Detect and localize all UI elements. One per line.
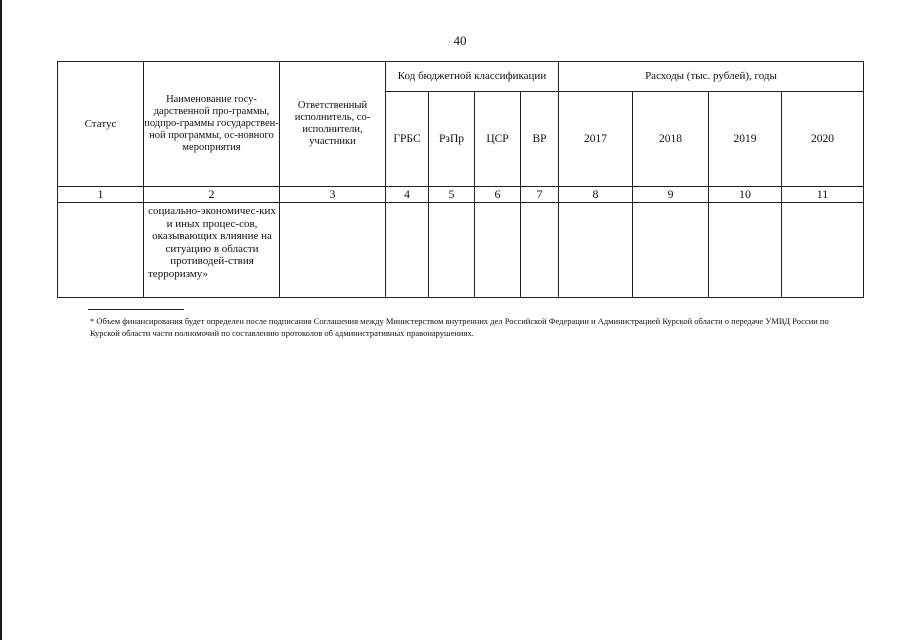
cell-2020 bbox=[782, 203, 864, 298]
column-number: 2 bbox=[144, 187, 280, 203]
column-number: 10 bbox=[709, 187, 782, 203]
header-year-2020: 2020 bbox=[782, 92, 864, 187]
header-year-2019: 2019 bbox=[709, 92, 782, 187]
cell-status bbox=[58, 203, 144, 298]
footnote-text: * Объем финансирования будет определен после подписания Соглашения между Министерством внутренних дел Российской Федерации и Администрацией Курской области о передаче УМВД России по Курской области части полномочий по составлению протоколов об административных правонарушениях. bbox=[90, 316, 829, 338]
header-status: Статус bbox=[58, 62, 144, 187]
header-budget-code-group: Код бюджетной классификации bbox=[386, 62, 559, 92]
column-number: 11 bbox=[782, 187, 864, 203]
header-program-name: Наименование госу-дарственной про-граммы, подпро-граммы государствен-ной программы, ос-новного мероприятия bbox=[144, 62, 280, 187]
column-number: 8 bbox=[559, 187, 633, 203]
column-number: 1 bbox=[58, 187, 144, 203]
cell-grbs bbox=[386, 203, 429, 298]
header-grbs: ГРБС bbox=[386, 92, 429, 187]
header-vr: ВР bbox=[521, 92, 559, 187]
cell-2018 bbox=[633, 203, 709, 298]
cell-program-name: социально-экономичес-ких и иных процес-сов, оказывающих влияние на ситуацию в области противодей-ствия терроризму» bbox=[144, 203, 280, 298]
cell-2019 bbox=[709, 203, 782, 298]
cell-responsible bbox=[280, 203, 386, 298]
column-number: 5 bbox=[429, 187, 475, 203]
footnote-divider bbox=[88, 309, 184, 310]
cell-csr bbox=[475, 203, 521, 298]
budget-table bbox=[57, 61, 864, 298]
column-number: 3 bbox=[280, 187, 386, 203]
header-year-2017: 2017 bbox=[559, 92, 633, 187]
scan-edge-line bbox=[0, 0, 2, 640]
header-year-2018: 2018 bbox=[633, 92, 709, 187]
cell-2017 bbox=[559, 203, 633, 298]
header-responsible: Ответственный исполнитель, со-исполнители, участники bbox=[280, 62, 386, 187]
column-number: 4 bbox=[386, 187, 429, 203]
cell-rzpr bbox=[429, 203, 475, 298]
page-number: 40 bbox=[453, 33, 467, 48]
column-number: 9 bbox=[633, 187, 709, 203]
header-rzpr: РзПр bbox=[429, 92, 475, 187]
header-expenses-group: Расходы (тыс. рублей), годы bbox=[559, 62, 864, 92]
header-csr: ЦСР bbox=[475, 92, 521, 187]
column-number-row bbox=[58, 187, 864, 203]
column-number: 7 bbox=[521, 187, 559, 203]
column-number: 6 bbox=[475, 187, 521, 203]
cell-vr bbox=[521, 203, 559, 298]
header-row-top bbox=[58, 62, 864, 92]
table-row bbox=[58, 203, 864, 298]
